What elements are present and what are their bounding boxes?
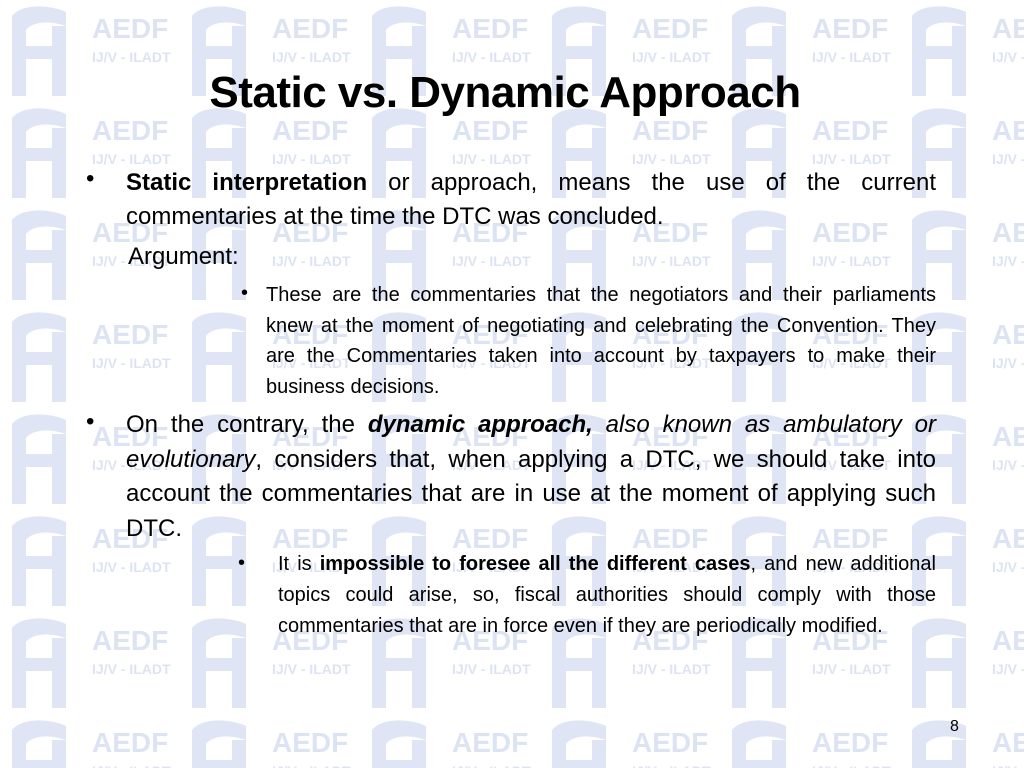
bullet-1-text: Static interpretation or approach, means the use of the current commentaries at the time the DTC was concluded. bbox=[126, 169, 936, 230]
bullet-1-marker: • bbox=[86, 165, 95, 192]
static-interpretation-term: Static interpretation bbox=[126, 169, 368, 196]
dynamic-approach-term: dynamic approach, bbox=[367, 411, 593, 438]
slide-title: Static vs. Dynamic Approach bbox=[209, 68, 801, 117]
bullet-2-text: On the contrary, the dynamic approach, also known as ambulatory or evolutionary, considers that, when applying a DTC, we should take into account the commentaries that are in use at the moment of applying such DTC. bbox=[126, 411, 937, 542]
bullet-2-sub-text: It is impossible to foresee all the different cases, and new additional topics could arise, so, fiscal authorities should comply with those commentaries that are in force even if they are periodically modified. bbox=[278, 553, 936, 637]
argument-label: Argument: bbox=[128, 243, 239, 270]
bullet-1-sub-marker: • bbox=[241, 282, 249, 304]
bullet-2-marker: • bbox=[86, 408, 95, 435]
page-number: 8 bbox=[950, 718, 959, 735]
bullet-1-sub-text: These are the commentaries that the negotiators and their parliaments knew at the moment of negotiating and celebrating the Convention. They are the Commentaries taken into account by taxpayers to make their business decisions. bbox=[266, 284, 936, 398]
bullet-2-sub-marker: • bbox=[238, 552, 246, 574]
impossible-to-foresee-term: impossible to foresee all the different cases bbox=[319, 553, 751, 575]
